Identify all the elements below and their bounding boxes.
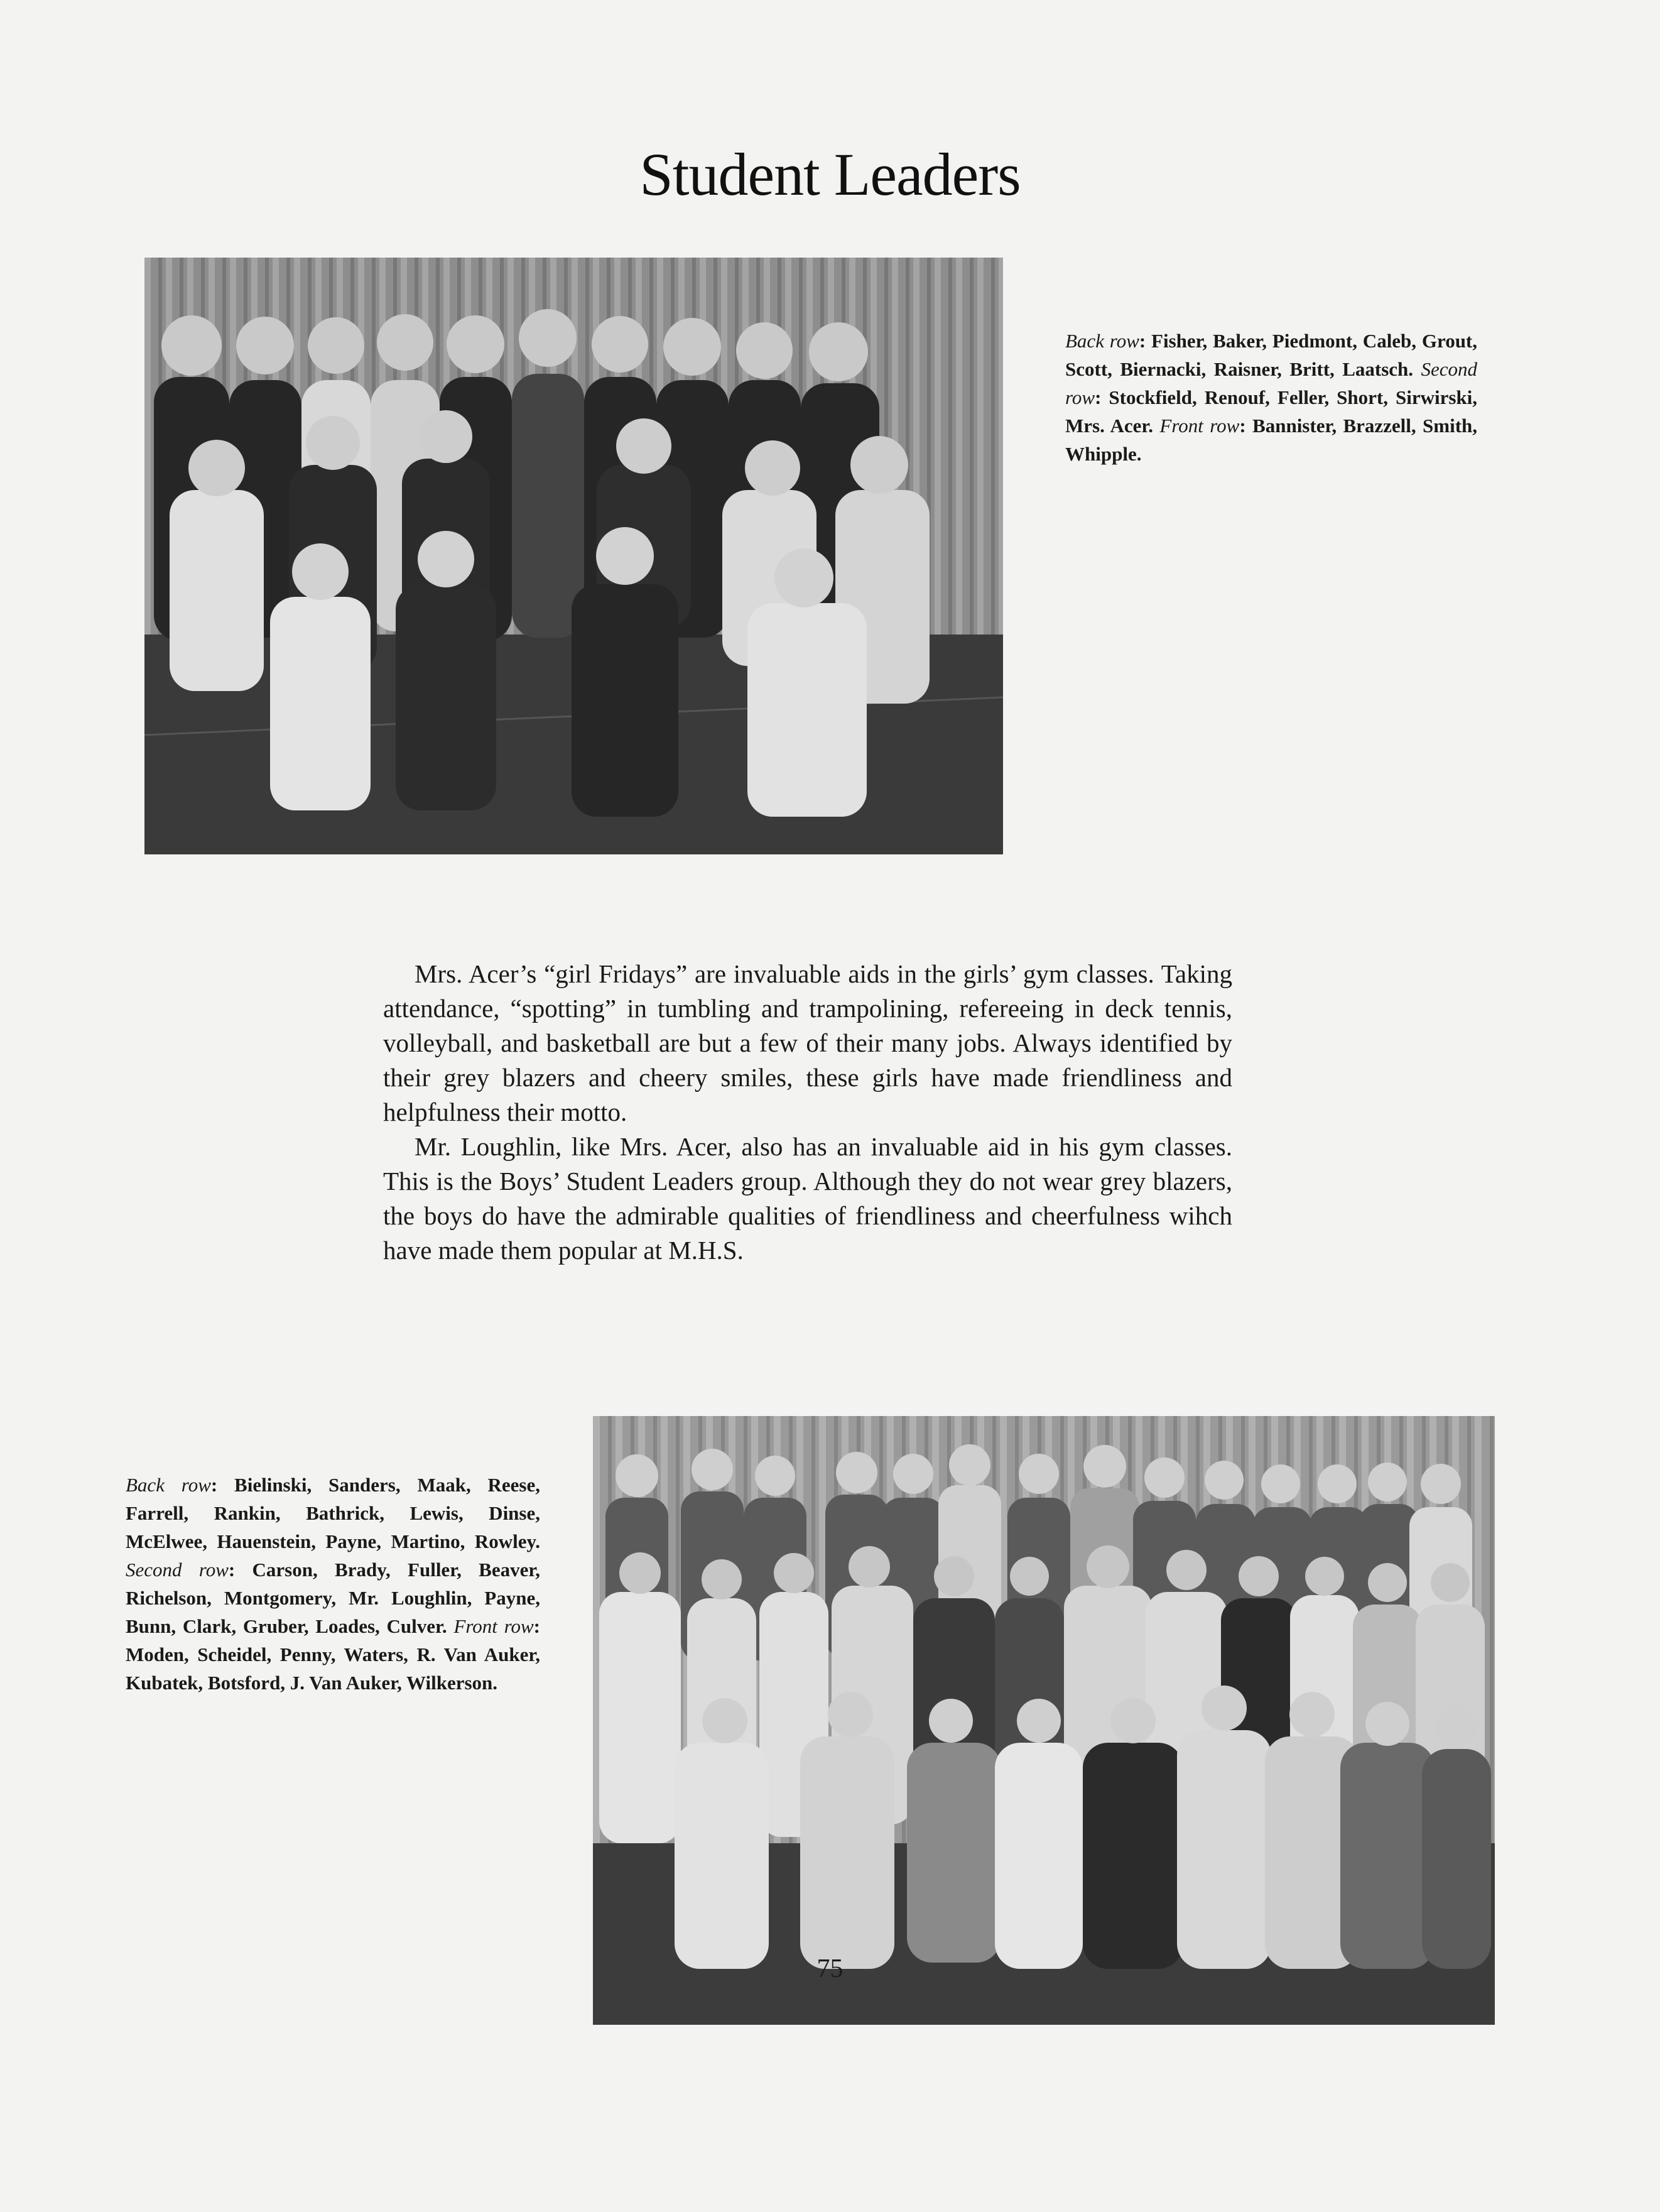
second-row-label: Second row xyxy=(1065,358,1478,408)
back-row-names: Fisher, Baker, Piedmont, Caleb, Grout, Scott, Biernacki, Raisner, Britt, Laatsch. xyxy=(1065,330,1478,380)
page-number: 75 xyxy=(816,1954,844,1983)
article-body xyxy=(383,957,1232,1268)
boys-photo-caption: Back row: Bielinski, Sanders, Maak, Reese, Farrell, Rankin, Bathrick, Lewis, Dinse, McElwee, Hauenstein, Payne, Martino, Rowley. Second row: Carson, Brady, Fuller, Beaver, Richelson, Montgomery, Mr. Loughlin, Payne, Bunn, Clark, Gruber, Loades, Culver. Front row: Moden, Scheidel, Penny, Waters, R. Van Auker, Kubatek, Botsford, J. Van Auker, Wilkerson. xyxy=(126,1474,541,1694)
girls-photo-caption: Back row: Fisher, Baker, Piedmont, Caleb, Grout, Scott, Biernacki, Raisner, Britt, Laatsch. Second row: Stockfield, Renouf, Feller, Short, Sirwirski, Mrs. Acer. Front row: Bannister, Brazzell, Smith, Whipple. xyxy=(1065,330,1478,465)
back-row-names: Bielinski, Sanders, Maak, Reese, Farrell, Rankin, Bathrick, Lewis, Dinse, McElwee, Hauenstein, Payne, Martino, Rowley. xyxy=(126,1474,541,1552)
page-title: Student Leaders xyxy=(639,141,1021,208)
second-row-label: Second row xyxy=(126,1559,229,1581)
paragraph-girl-fridays: Mrs. Acer’s “girl Fridays” are invaluable aids in the girls’ gym classes. Taking attendance, “spotting” in tumbling and trampolining, refereeing in deck tennis, volleyball, and basketball are but a few of their many jobs. Always identified by their grey blazers and cheery smiles, these girls have made friendliness and helpfulness their motto. xyxy=(383,959,1232,1126)
back-row-label: Back row xyxy=(126,1474,211,1496)
back-row-label: Back row xyxy=(1065,330,1139,352)
front-row-names: Bannister, Brazzell, Smith, Whipple. xyxy=(1065,415,1478,465)
front-row-label: Front row xyxy=(453,1615,534,1637)
boys-group-photo xyxy=(593,1416,1495,2025)
front-row-names: Moden, Scheidel, Penny, Waters, R. Van Auker, Kubatek, Botsford, J. Van Auker, Wilkerson. xyxy=(126,1643,540,1694)
second-row-names: Carson, Brady, Fuller, Beaver, Richelson, Montgomery, Mr. Loughlin, Payne, Bunn, Clark, Gruber, Loades, Culver. xyxy=(126,1559,541,1637)
front-row-label: Front row xyxy=(1159,415,1240,437)
paragraph-boys-leaders: Mr. Loughlin, like Mrs. Acer, also has an invaluable aid in his gym classes. This is the Boys’ Student Leaders group. Although they do not wear grey blazers, the boys do have the admirable qualities of friendliness and cheerfulness wihch have made them popular at M.H.S. xyxy=(383,1132,1232,1265)
girls-group-photo xyxy=(144,258,1003,854)
second-row-names: Stockfield, Renouf, Feller, Short, Sirwirski, Mrs. Acer. xyxy=(1065,386,1478,437)
